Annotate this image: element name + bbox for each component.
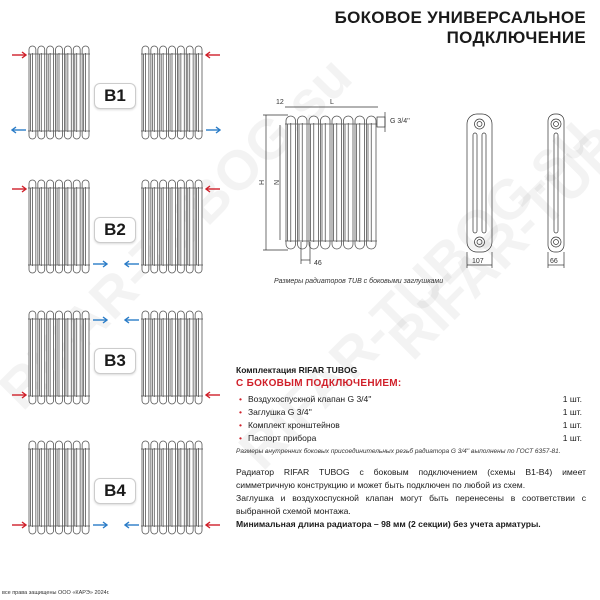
dim-12-label: 12 [276, 99, 284, 106]
return-arrow-icon [124, 260, 140, 268]
radiator-left [28, 179, 90, 279]
page-title [335, 8, 586, 48]
kit-item-name: Воздухоспускной клапан G 3/4'' [247, 393, 372, 404]
dim-66-label: 66 [550, 258, 558, 265]
dim-l-label: L [330, 99, 334, 106]
radiator-front-view [285, 112, 385, 249]
scheme-b1 [0, 45, 230, 145]
scheme-b4 [0, 440, 230, 540]
scheme-label: B3 [94, 348, 136, 374]
supply-arrow-icon [205, 185, 221, 193]
radiator-right [141, 440, 203, 540]
kit-subheading: С БОКОВЫМ ПОДКЛЮЧЕНИЕМ: [236, 378, 402, 389]
bullet-icon: • [239, 419, 242, 430]
radiator-left [28, 310, 90, 410]
dim-46-label: 46 [314, 260, 322, 267]
kit-note: Размеры внутренних боковых присоединительных резьб радиатора G 3/4'' выполнены по ГОСТ 6357-81. [236, 448, 561, 455]
return-arrow-icon [124, 521, 140, 529]
radiator-left [28, 45, 90, 145]
dim-n-label: N [274, 179, 281, 185]
supply-arrow-icon [11, 391, 27, 399]
radiator-right [141, 310, 203, 410]
kit-item-name: Паспорт прибора [247, 432, 317, 443]
radiator-left [28, 440, 90, 540]
scheme-b2 [0, 179, 230, 279]
kit-item [236, 405, 582, 418]
kit-section [236, 365, 582, 455]
scheme-b3 [0, 310, 230, 410]
kit-item-name: Заглушка G 3/4'' [247, 406, 312, 417]
thread-label: G 3/4'' [390, 118, 410, 125]
kit-item [236, 431, 582, 444]
return-arrow-icon [92, 260, 108, 268]
return-arrow-icon [11, 126, 27, 134]
radiator-side-view-107 [467, 114, 492, 268]
return-arrow-icon [205, 126, 221, 134]
return-arrow-icon [124, 316, 140, 324]
kit-item [236, 392, 582, 405]
dim-h-label: H [259, 179, 266, 185]
kit-item-qty: 1 шт. [562, 419, 582, 430]
kit-list [236, 392, 582, 444]
title-line-2: ПОДКЛЮЧЕНИЕ [446, 28, 586, 47]
supply-arrow-icon [11, 185, 27, 193]
kit-item-qty: 1 шт. [562, 393, 582, 404]
supply-arrow-icon [11, 51, 27, 59]
radiator-side-view-66 [548, 114, 564, 268]
bullet-icon: • [239, 393, 242, 404]
scheme-label: B1 [94, 83, 136, 109]
kit-item-name: Комплект кронштейнов [247, 419, 340, 430]
title-line-1: БОКОВОЕ УНИВЕРСАЛЬНОЕ [334, 8, 586, 27]
radiator-front-drawing [285, 116, 377, 249]
supply-arrow-icon [205, 51, 221, 59]
radiator-right [141, 45, 203, 145]
copyright: все права защищены ООО «КАРЭ» 2024г. [2, 590, 110, 596]
kit-item-qty: 1 шт. [562, 432, 582, 443]
kit-heading: Комплектация RIFAR TUBOG [236, 365, 358, 375]
bullet-icon: • [239, 432, 242, 443]
supply-arrow-icon [205, 391, 221, 399]
scheme-label: B2 [94, 217, 136, 243]
supply-arrow-icon [11, 521, 27, 529]
description-p2: Заглушка и воздухоспускной клапан могут быть перенесены в соответствии с выбранной схемой монтажа. [236, 493, 586, 516]
return-arrow-icon [92, 316, 108, 324]
return-arrow-icon [92, 521, 108, 529]
description-p3: Минимальная длина радиатора – 98 мм (2 секции) без учета арматуры. [236, 519, 541, 529]
dim-107-label: 107 [472, 258, 484, 265]
description-p1: Радиатор RIFAR TUBOG с боковым подключением (схемы В1-В4) имеет симметричную конструкцию и может быть подключен по любой из схем. [236, 467, 586, 490]
scheme-label: B4 [94, 478, 136, 504]
supply-arrow-icon [205, 521, 221, 529]
kit-item [236, 418, 582, 431]
dimension-drawing [250, 90, 600, 280]
radiator-right [141, 179, 203, 279]
description [236, 466, 586, 531]
kit-item-qty: 1 шт. [562, 406, 582, 417]
bullet-icon: • [239, 406, 242, 417]
drawing-caption: Размеры радиаторов TUB с боковыми заглушками [274, 278, 444, 285]
